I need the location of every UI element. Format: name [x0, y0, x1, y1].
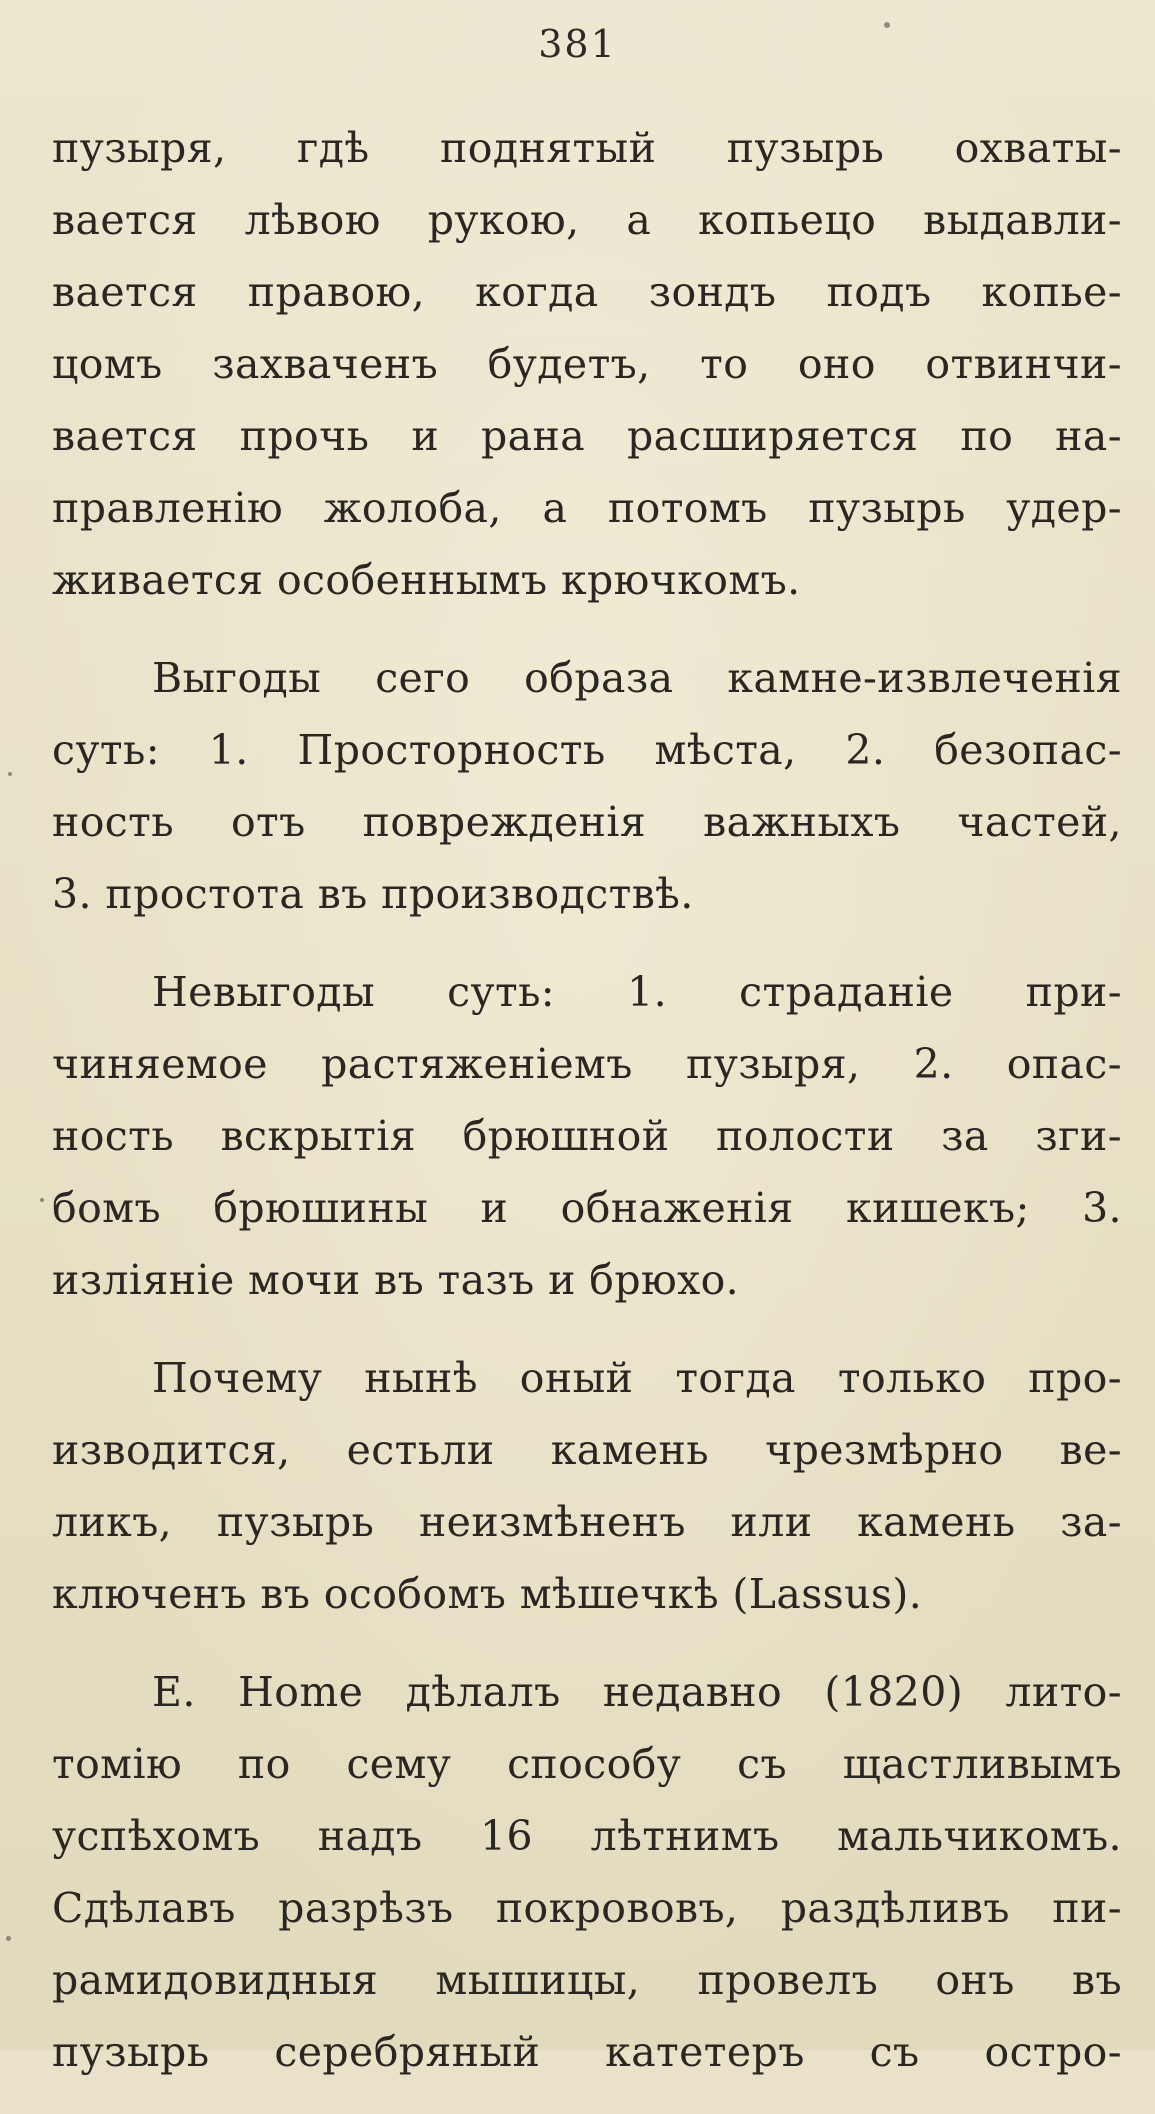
text-line: рамидовидныя мышицы, провелъ онъ въ — [52, 1956, 1122, 2004]
text-line: успѣхомъ надъ 16 лѣтнимъ мальчикомъ. — [52, 1812, 1122, 1860]
paragraph-3 — [52, 956, 1122, 1316]
text-line: томію по сему способу съ щастливымъ — [52, 1740, 1122, 1788]
body-text — [52, 112, 1122, 2114]
text-line: E. Home дѣлалъ недавно (1820) лито- — [152, 1668, 1122, 1716]
text-line: чиняемое растяженіемъ пузыря, 2. опас- — [52, 1040, 1122, 1088]
paragraph-5 — [52, 1656, 1122, 2088]
text-line: бомъ брюшины и обнаженія кишекъ; 3. — [52, 1184, 1122, 1232]
paragraph-4 — [52, 1342, 1122, 1630]
text-line: ключенъ въ особомъ мѣшечкѣ (Lassus). — [52, 1570, 923, 1618]
text-line: Почему нынѣ оный тогда только про- — [152, 1354, 1122, 1402]
text-line: правленію жолоба, а потомъ пузырь удер- — [52, 484, 1122, 532]
paper-speck — [8, 772, 12, 776]
text-line: ность отъ поврежденія важныхъ частей, — [52, 798, 1122, 846]
text-line: изліяніе мочи въ тазъ и брюхо. — [52, 1256, 740, 1304]
text-line: изводится, естьли камень чрезмѣрно ве- — [52, 1426, 1122, 1474]
paper-speck — [884, 22, 890, 28]
text-line: Невыгоды суть: 1. страданіе при- — [152, 968, 1122, 1016]
text-line: ликъ, пузырь неизмѣненъ или камень за- — [52, 1498, 1122, 1546]
text-line: 3. простота въ производствѣ. — [52, 870, 694, 918]
text-line: вается лѣвою рукою, а копьецо выдавли- — [52, 196, 1122, 244]
text-line: суть: 1. Просторность мѣста, 2. безопас- — [52, 726, 1122, 774]
text-line: пузырь серебряный катетеръ съ остро- — [52, 2028, 1122, 2076]
text-line: Выгоды сего образа камне-извлеченія — [152, 654, 1122, 702]
paragraph-2 — [52, 642, 1122, 930]
paper-speck — [6, 1936, 11, 1941]
text-line: вается прочь и рана расширяется по на- — [52, 412, 1122, 460]
text-line: пузыря, гдѣ поднятый пузырь охваты- — [52, 124, 1122, 172]
text-line: ность вскрытія брюшной полости за зги- — [52, 1112, 1122, 1160]
paper-speck — [40, 1198, 44, 1202]
text-line: вается правою, когда зондъ подъ копье- — [52, 268, 1122, 316]
page-number: 381 — [538, 22, 617, 66]
paragraph-1 — [52, 112, 1122, 616]
text-line: живается особеннымъ крючкомъ. — [52, 556, 801, 604]
text-line: Сдѣлавъ разрѣзъ покрововъ, раздѣливъ пи- — [52, 1884, 1122, 1932]
text-line: цомъ захваченъ будетъ, то оно отвинчи- — [52, 340, 1122, 388]
